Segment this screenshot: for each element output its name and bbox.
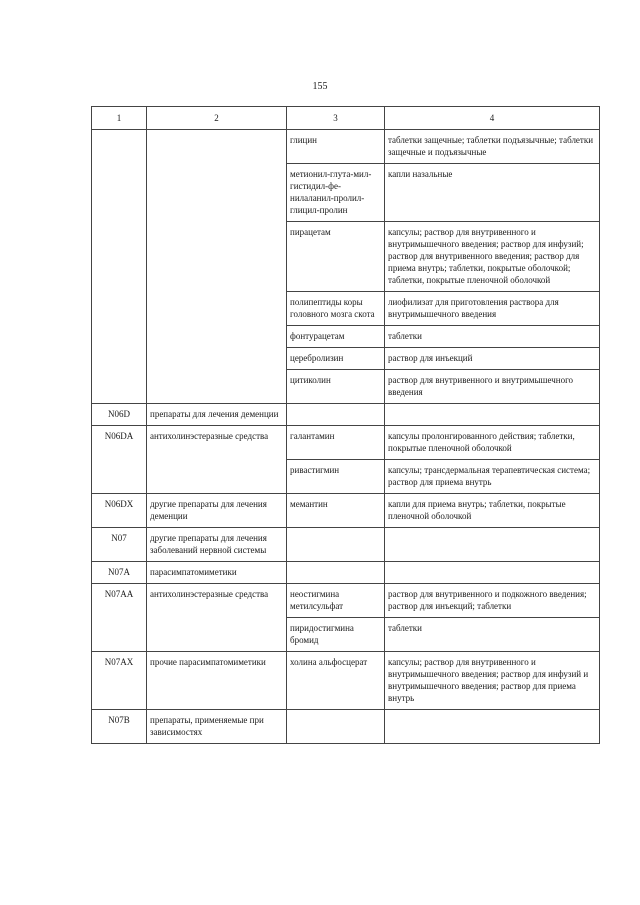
header-cell-2: 2 (147, 107, 287, 130)
atc-group-cell: препараты, применяемые при зависимостях (147, 710, 287, 744)
atc-group-cell: парасимпатомиметики (147, 562, 287, 584)
dosage-form-cell: капли для приема внутрь; таблетки, покрытые пленочной оболочкой (385, 494, 600, 528)
dosage-form-cell: таблетки (385, 618, 600, 652)
header-cell-3: 3 (287, 107, 385, 130)
header-cell-1: 1 (92, 107, 147, 130)
atc-group-cell: препараты для лечения деменции (147, 404, 287, 426)
dosage-form-cell: раствор для внутривенного и подкожного введения; раствор для инъекций; таблетки (385, 584, 600, 618)
atc-group-cell: антихолинэстеразные средства (147, 426, 287, 494)
drug-table (91, 106, 600, 744)
substance-cell: цитиколин (287, 370, 385, 404)
dosage-form-cell: раствор для внутривенного и внутримышечного введения (385, 370, 600, 404)
table-row (92, 494, 600, 528)
table-row (92, 426, 600, 460)
table-row (92, 130, 600, 164)
substance-cell: неостигмина метилсульфат (287, 584, 385, 618)
substance-cell: пирацетам (287, 222, 385, 292)
atc-group-cell (147, 130, 287, 404)
dosage-form-cell: таблетки защечные; таблетки подъязычные; таблетки защечные и подъязычные (385, 130, 600, 164)
substance-cell: пиридостигмина бромид (287, 618, 385, 652)
substance-cell (287, 562, 385, 584)
dosage-form-cell: капли назальные (385, 164, 600, 222)
atc-group-cell: другие препараты для лечения деменции (147, 494, 287, 528)
header-cell-4: 4 (385, 107, 600, 130)
atc-code-cell: N07AA (92, 584, 147, 652)
dosage-form-cell: таблетки (385, 326, 600, 348)
table-row (92, 710, 600, 744)
substance-cell (287, 404, 385, 426)
dosage-form-cell: капсулы; раствор для внутривенного и внутримышечного введения; раствор для инфузий; раствор для внутривенного введения; раствор для приема внутрь; таблетки, покрытые оболочкой; таблетки, покрытые пленочной оболочкой (385, 222, 600, 292)
substance-cell (287, 528, 385, 562)
dosage-form-cell: капсулы; трансдермальная терапевтическая система; раствор для приема внутрь (385, 460, 600, 494)
substance-cell: полипептиды коры головного мозга скота (287, 292, 385, 326)
dosage-form-cell (385, 528, 600, 562)
substance-cell: метионил-глута-мил-гистидил-фе-нилаланил-пролил-глицил-пролин (287, 164, 385, 222)
dosage-form-cell: капсулы; раствор для внутривенного и внутримышечного введения; раствор для инфузий и внутримышечного введения; раствор для приема внутрь (385, 652, 600, 710)
dosage-form-cell: раствор для инъекций (385, 348, 600, 370)
table-row (92, 404, 600, 426)
atc-code-cell: N07B (92, 710, 147, 744)
atc-code-cell: N07 (92, 528, 147, 562)
atc-group-cell: прочие парасимпатомиметики (147, 652, 287, 710)
substance-cell: холина альфосцерат (287, 652, 385, 710)
dosage-form-cell (385, 562, 600, 584)
atc-code-cell (92, 130, 147, 404)
table-row (92, 528, 600, 562)
atc-code-cell: N07AX (92, 652, 147, 710)
substance-cell: ривастигмин (287, 460, 385, 494)
substance-cell: глицин (287, 130, 385, 164)
atc-code-cell: N06DX (92, 494, 147, 528)
table-header-row (92, 107, 600, 130)
substance-cell (287, 710, 385, 744)
table-row (92, 584, 600, 618)
atc-code-cell: N06D (92, 404, 147, 426)
atc-group-cell: другие препараты для лечения заболеваний нервной системы (147, 528, 287, 562)
atc-code-cell: N07A (92, 562, 147, 584)
substance-cell: церебролизин (287, 348, 385, 370)
dosage-form-cell (385, 404, 600, 426)
table-row (92, 652, 600, 710)
substance-cell: мемантин (287, 494, 385, 528)
dosage-form-cell (385, 710, 600, 744)
substance-cell: галантамин (287, 426, 385, 460)
dosage-form-cell: лиофилизат для приготовления раствора для внутримышечного введения (385, 292, 600, 326)
atc-code-cell: N06DA (92, 426, 147, 494)
dosage-form-cell: капсулы пролонгированного действия; таблетки, покрытые пленочной оболочкой (385, 426, 600, 460)
substance-cell: фонтурацетам (287, 326, 385, 348)
page-number: 155 (312, 81, 328, 92)
table-row (92, 562, 600, 584)
atc-group-cell: антихолинэстеразные средства (147, 584, 287, 652)
